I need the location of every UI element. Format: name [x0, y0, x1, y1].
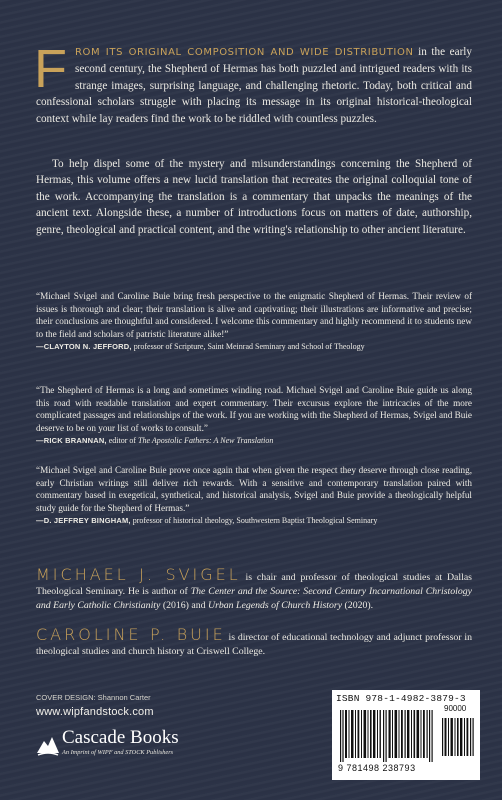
publisher-logo: [36, 725, 186, 759]
lead-small-caps: ROM ITS ORIGINAL COMPOSITION AND WIDE DISTRIBUTION: [75, 47, 414, 58]
endorser-role: professor of historical theology, Southwestern Baptist Theological Seminary: [130, 516, 378, 526]
barcode-bars: [340, 710, 438, 762]
book-title: The Center and the Source: Second Century Incarnational Christology and Early Catholic Christianity: [36, 586, 472, 611]
isbn-text: ISBN 978-1-4982-3879-3: [336, 693, 466, 704]
isbn-barcode: [332, 690, 480, 780]
endorsement-text: “Michael Svigel and Caroline Buie bring fresh perspective to the enigmatic Shepherd of Hermas. Their review of issues is thorough and clear; their translation is alive and captivating; their illustrations are informative and precise; their conclusions are thoughtful and considered. I welcome this commentary and highly recommend it to students new to the field and scholars of patristic literature alike!”: [36, 291, 472, 339]
price-barcode-bars: [442, 710, 474, 756]
intro-paragraph-2: To help dispel some of the mystery and misunderstandings concerning the Shepherd of Hermas, this volume offers a new lucid translation that recreates the original colloquial tone of the work. Accompanying the translation is a commentary that unpacks the meanings of the ancient text. Alongside these, a number of introductions focus on matters of date, authorship, genre, theological and practical content, and the writing's relationship to other ancient literature.: [36, 158, 472, 236]
author-bio-buie: CAROLINE P. BUIE is director of educational technology and adjunct professor in theological studies and church history at Criswell College.: [36, 625, 472, 657]
intro-paragraph-1: [34, 39, 472, 127]
author-bio-svigel: MICHAEL J. SVIGEL is chair and professor of theological studies at Dallas Theological Seminary. He is author of The Center and the Source: Second Century Incarnational Christology and Early Catholic Christianity (2016) and Urban Legends of Church History (2020).: [36, 565, 472, 611]
endorser-name: —D. JEFFREY BINGHAM,: [36, 516, 131, 526]
publisher-website: www.wipfandstock.com: [36, 706, 154, 718]
endorser-role: editor of: [106, 436, 139, 446]
intro-text: in the early second century, the Shepherd of Hermas has both puzzled and intrigued readers with its strange images, surprising language, and challenging rhetoric. Today, both critical and confessional scholars struggle with placing its message in its original historical-theological context while lay readers find the work to be riddled with countless puzzles.: [36, 46, 472, 125]
publisher-tagline: An Imprint of WIPF and STOCK Publishers: [62, 749, 174, 756]
endorsement-text: “Michael Svigel and Caroline Buie prove once again that when given the respect they deserve through close reading, early Christian writings still deliver rich rewards. With a sensitive and contemporary translation paired with commentary based in exegetical, synthetical, and historical analysis, Svigel and Buie provide a theologically helpful study guide for the Shepherd of Hermas.”: [36, 465, 472, 513]
mountain-icon: [36, 727, 60, 757]
barcode-digits: 9 781498 238793: [338, 763, 416, 773]
endorsement-text: “The Shepherd of Hermas is a long and sometimes winding road. Michael Svigel and Caroline Buie guide us along this road with readable translation and expert commentary. Their excursus explore the intricacies of the more complicated passages and relationships of the work. If you are working with the Shepherd of Hermas, Svigel and Buie deserve to be on your list of works to consult.”: [36, 385, 472, 433]
book-title: Urban Legends of Church History: [208, 600, 343, 611]
author-name: MICHAEL J. SVIGEL: [36, 565, 241, 584]
endorsement-3: [36, 464, 472, 528]
author-name: CAROLINE P. BUIE: [36, 625, 226, 644]
drop-cap: F: [34, 39, 67, 99]
endorser-book-title: The Apostolic Fathers: A New Translation: [138, 436, 274, 446]
endorsement-1: [36, 290, 472, 354]
endorser-role: professor of Scripture, Saint Meinrad Seminary and School of Theology: [131, 342, 365, 352]
price-code: 90000: [444, 704, 467, 713]
endorsement-2: [36, 384, 472, 448]
endorser-name: —CLAYTON N. JEFFORD,: [36, 342, 132, 352]
endorser-name: —RICK BRANNAN,: [36, 436, 107, 446]
cover-design-credit: COVER DESIGN: Shannon Carter: [36, 693, 151, 702]
publisher-name: Cascade Books: [62, 727, 179, 748]
